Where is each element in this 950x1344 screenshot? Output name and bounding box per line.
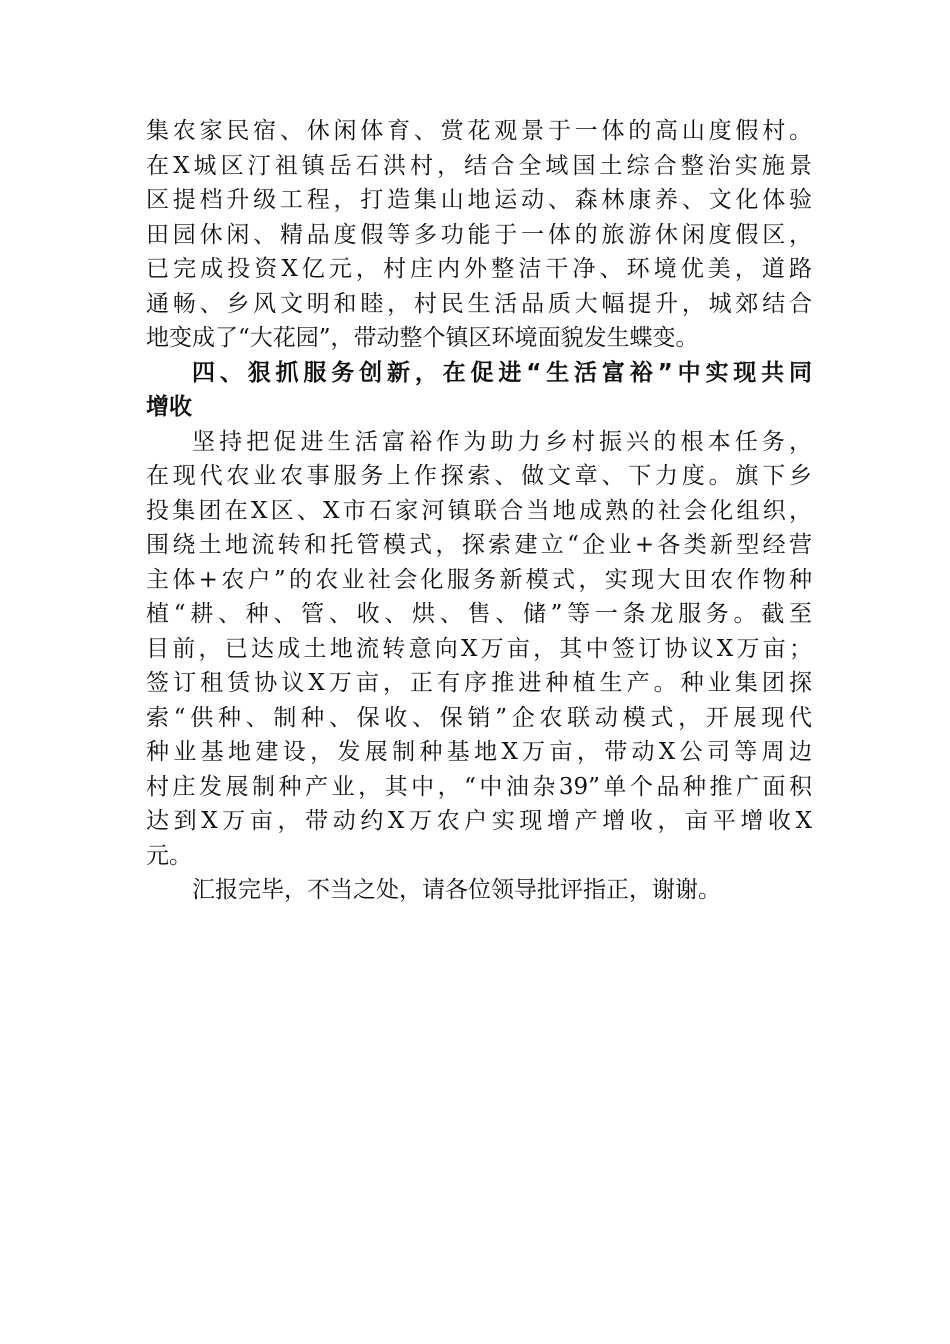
paragraph-line: 在现代农业农事服务上作探索、做文章、下力度。旗下乡 — [146, 463, 812, 489]
section-heading-continuation: 增收 — [146, 394, 192, 420]
paragraph-line: 植“耕、种、管、收、烘、售、储”等一条龙服务。截至 — [146, 601, 812, 627]
paragraph-line: 达到X万亩，带动约X万农户实现增产增收，亩平增收X — [146, 808, 812, 834]
paragraph-line: 投集团在X区、X市石家河镇联合当地成熟的社会化组织， — [146, 497, 812, 524]
section-heading: 四、狠抓服务创新，在促进“生活富裕”中实现共同 — [192, 359, 812, 386]
paragraph-line: 种业基地建设，发展制种基地X万亩，带动X公司等周边 — [146, 739, 812, 765]
paragraph-line: 索“供种、制种、保收、保销”企农联动模式，开展现代 — [146, 704, 812, 731]
paragraph-line: 田园休闲、精品度假等多功能于一体的旅游休闲度假区， — [146, 221, 812, 248]
closing-line: 汇报完毕，不当之处，请各位领导批评指正，谢谢。 — [192, 877, 721, 903]
paragraph-line: 目前，已达成土地流转意向X万亩，其中签订协议X万亩； — [146, 635, 812, 662]
paragraph-line: 主体+农户”的农业社会化服务新模式，实现大田农作物种 — [146, 566, 812, 593]
paragraph-line: 区提档升级工程，打造集山地运动、森林康养、文化体验 — [146, 187, 812, 213]
paragraph-line: 签订租赁协议X万亩，正有序推进种植生产。种业集团探 — [146, 670, 812, 696]
paragraph-line: 围绕土地流转和托管模式，探索建立“企业+各类新型经营 — [146, 532, 812, 558]
paragraph-line: 地变成了“大花园”，带动整个镇区环境面貌发生蝶变。 — [146, 325, 699, 351]
paragraph-line: 通畅、乡风文明和睦，村民生活品质大幅提升，城郊结合 — [146, 290, 812, 317]
paragraph-line: 在X城区汀祖镇岳石洪村，结合全域国土综合整治实施景 — [146, 152, 812, 179]
paragraph-line: 已完成投资X亿元，村庄内外整洁干净、环境优美，道路 — [146, 256, 812, 282]
paragraph-line: 村庄发展制种产业，其中，“中油杂39”单个品种推广面积 — [146, 773, 812, 800]
paragraph-line: 集农家民宿、休闲体育、赏花观景于一体的高山度假村。 — [146, 118, 812, 144]
paragraph-line: 元。 — [146, 842, 192, 869]
document-body — [146, 114, 812, 908]
paragraph-line: 坚持把促进生活富裕作为助力乡村振兴的根本任务， — [192, 428, 812, 455]
